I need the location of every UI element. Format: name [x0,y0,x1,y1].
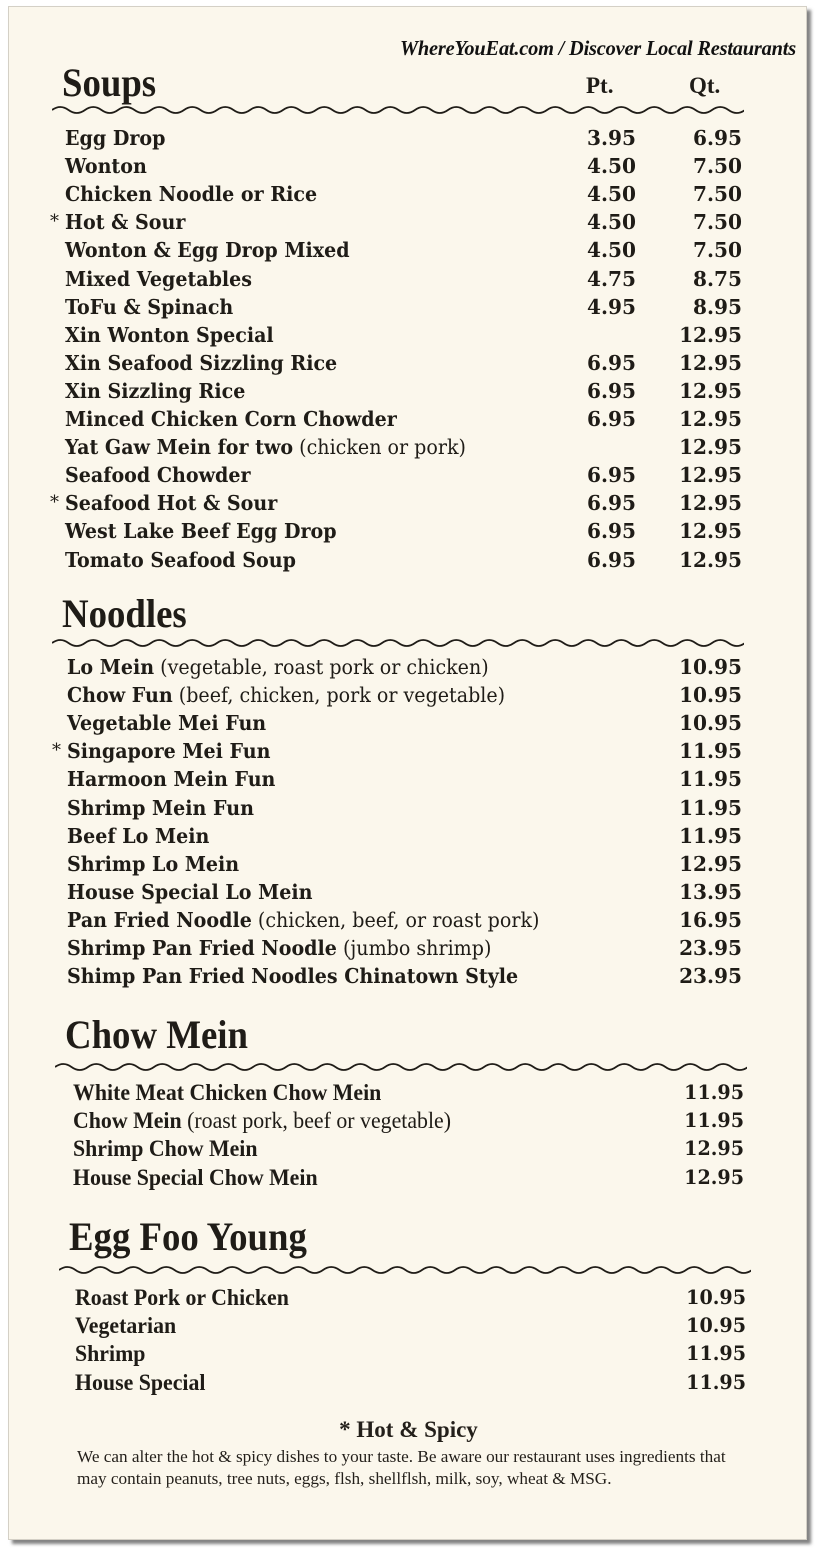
item-name-text: Vegetarian [75,1313,177,1339]
menu-item-row [9,546,806,574]
price-quart: 12.95 [679,491,742,516]
item-name-text: Tomato Seafood Soup [65,547,296,572]
menu-item-row [9,906,806,934]
price: 12.95 [684,1137,744,1161]
price-pint: 4.75 [587,266,636,291]
price: 10.95 [679,683,742,708]
menu-item-name [67,794,254,822]
section-title-noodles: Noodles [62,591,187,636]
item-name-text: House Special Lo Mein [67,879,313,904]
menu-item-name [73,1135,258,1163]
menu-item-row [9,1164,806,1192]
menu-item-row [9,1340,806,1368]
menu-item-row [9,1284,806,1312]
item-name-text: Chow Fun [67,683,173,708]
menu-item-row [9,433,806,461]
price: 12.95 [684,1165,744,1189]
menu-item-note: (roast pork, beef or vegetable) [181,1108,452,1134]
item-name-text: Shrimp Lo Mein [67,851,240,876]
wavy-divider [59,1264,751,1274]
menu-item-row [9,180,806,208]
price-quart: 12.95 [679,519,742,544]
wavy-divider [55,1061,747,1071]
menu-item-name [65,293,233,321]
wavy-divider [52,637,744,647]
item-name-text: Egg Drop [65,126,166,150]
item-name-text: Wonton & Egg Drop Mixed [65,238,350,263]
menu-page [8,6,807,1540]
menu-item-name [65,461,251,489]
menu-item-name [65,349,337,377]
menu-item-row [9,1312,806,1340]
menu-item-row [9,709,806,737]
price-pint: 6.95 [587,407,636,431]
menu-item-name [67,906,539,934]
menu-item-row [9,1079,806,1107]
price: 11.95 [684,1081,744,1104]
menu-item-name [65,546,296,574]
spicy-marker-icon: * [50,492,59,514]
price-pint: 6.95 [587,519,636,544]
menu-item-row [9,321,806,349]
menu-item-row [9,962,806,990]
item-name-text: Shrimp Pan Fried Noodle [67,936,337,960]
item-name-text: Vegetable Mei Fun [67,711,267,736]
item-name-text: Seafood Hot & Sour [65,491,278,516]
menu-item-row [9,850,806,878]
price-pint: 4.50 [587,210,636,235]
menu-item-row [9,489,806,517]
menu-item-name [67,681,505,709]
price: 23.95 [679,964,742,989]
price-quart: 8.75 [693,266,742,291]
menu-item-name [75,1284,289,1312]
price: 11.95 [686,1370,746,1394]
spicy-marker-icon: * [52,740,61,762]
price-pint: 4.95 [587,294,636,319]
menu-item-name [67,934,491,962]
menu-item-row [9,653,806,681]
menu-item-name [65,208,185,236]
menu-item-row [9,293,806,321]
price-quart: 7.50 [693,154,742,179]
site-banner: WhereYouEat.com / Discover Local Restaurants [399,36,796,60]
menu-item-name [73,1107,451,1135]
price-pint: 4.50 [587,182,636,207]
item-name-text: Xin Sizzling Rice [65,378,246,403]
menu-item-name [67,709,266,737]
price-quart: 12.95 [679,378,742,403]
item-name-text: House Special Chow Mein [73,1164,318,1190]
price-quart: 12.95 [679,407,742,431]
menu-item-row [9,349,806,377]
item-name-text: White Meat Chicken Chow Mein [73,1080,382,1105]
menu-item-note: (chicken, beef, or roast pork) [251,907,540,932]
price: 11.95 [679,767,742,792]
item-name-text: Shrimp [75,1341,146,1367]
price: 11.95 [686,1342,746,1366]
menu-item-row [9,208,806,236]
menu-item-name [65,489,277,517]
menu-item-name [65,152,147,180]
price: 13.95 [679,879,742,904]
price-pint: 4.50 [587,154,636,179]
section-title-soups: Soups [62,60,157,105]
menu-item-name [65,124,165,152]
item-name-text: ToFu & Spinach [65,294,234,319]
section-title-egg-foo-young: Egg Foo Young [69,1214,307,1259]
legend-title: * Hot & Spicy [339,1417,478,1442]
menu-item-row [9,765,806,793]
price-pint: 6.95 [587,378,636,403]
menu-item-name [67,765,275,793]
menu-item-name [65,405,397,433]
price-pint: 6.95 [587,491,636,516]
item-name-text: Wonton [65,154,147,179]
column-header-quart: Qt. [689,73,721,98]
item-name-text: Shimp Pan Fried Noodles Chinatown Style [67,964,519,989]
item-name-text: Minced Chicken Corn Chowder [65,407,397,431]
menu-item-row [9,517,806,545]
price-quart: 12.95 [679,322,742,347]
price: 16.95 [679,907,742,932]
menu-item-name [67,653,489,681]
item-name-text: Shrimp Mein Fun [67,795,254,820]
item-name-text: Chow Mein [73,1108,182,1134]
menu-item-row [9,934,806,962]
menu-item-row [9,1135,806,1163]
menu-item-row [9,1369,806,1397]
price: 11.95 [684,1109,744,1133]
item-name-text: Singapore Mei Fun [67,739,271,764]
menu-item-note: (jumbo shrimp) [336,936,492,960]
item-name-text: Lo Mein [67,655,155,679]
menu-item-row [9,124,806,152]
price: 11.95 [679,823,742,848]
section-title-chow-mein: Chow Mein [65,1012,248,1057]
price-pint: 3.95 [587,126,636,150]
item-name-text: Yat Gaw Mein for two [65,435,294,460]
price-pint: 4.50 [587,238,636,263]
column-header-pint: Pt. [586,73,614,98]
item-name-text: Chicken Noodle or Rice [65,182,318,207]
item-name-text: Seafood Chowder [65,463,251,488]
item-name-text: Harmoon Mein Fun [67,767,276,792]
menu-item-row [9,1107,806,1135]
price: 10.95 [679,711,742,736]
price: 10.95 [686,1286,746,1309]
menu-item-name [65,321,274,349]
spicy-marker-icon: * [50,211,59,233]
menu-item-name [75,1340,145,1368]
item-name-text: West Lake Beef Egg Drop [65,519,337,544]
item-name-text: Beef Lo Mein [67,823,210,848]
price-quart: 6.95 [693,126,742,150]
menu-item-name [73,1164,318,1192]
price: 11.95 [679,739,742,764]
price: 10.95 [686,1314,746,1338]
menu-item-name [67,822,209,850]
price-quart: 12.95 [679,435,742,460]
menu-item-row [9,265,806,293]
item-name-text: Shrimp Chow Mein [73,1136,258,1162]
menu-item-note: (chicken or pork) [293,435,466,460]
price-quart: 7.50 [693,238,742,263]
menu-item-name [65,180,317,208]
menu-item-row [9,405,806,433]
price-pint: 6.95 [587,350,636,375]
menu-item-note: (vegetable, roast pork or chicken) [154,655,489,679]
price-pint: 6.95 [587,463,636,488]
menu-item-row [9,794,806,822]
price-quart: 8.95 [693,294,742,319]
menu-item-name [65,265,252,293]
menu-item-row [9,377,806,405]
item-name-text: Mixed Vegetables [65,266,253,291]
item-name-text: Roast Pork or Chicken [75,1285,289,1310]
legend-text: We can alter the hot & spicy dishes to your taste. Be aware our restaurant uses ingredients that may contain peanuts, tree nuts, eggs, flsh, shellflsh, milk, soy, wheat & MSG. [77,1447,726,1488]
menu-item-note: (beef, chicken, pork or vegetable) [172,683,506,708]
menu-item-row [9,152,806,180]
wavy-divider [52,104,744,114]
menu-item-row [9,737,806,765]
menu-item-name [67,878,313,906]
price-quart: 7.50 [693,182,742,207]
price: 10.95 [679,655,742,679]
price: 11.95 [679,795,742,820]
menu-item-row [9,461,806,489]
item-name-text: Pan Fried Noodle [67,907,252,932]
price: 23.95 [679,936,742,960]
price-quart: 12.95 [679,350,742,375]
price-quart: 7.50 [693,210,742,235]
price: 12.95 [679,851,742,876]
menu-item-name [67,737,270,765]
price-pint: 6.95 [587,547,636,572]
menu-item-name [73,1079,381,1107]
price-quart: 12.95 [679,463,742,488]
item-name-text: Xin Wonton Special [65,322,274,347]
item-name-text: Xin Seafood Sizzling Rice [65,350,338,375]
price-quart: 12.95 [679,547,742,572]
menu-item-row [9,236,806,264]
menu-item-name [75,1369,206,1397]
menu-item-name [65,433,466,461]
menu-item-name [65,517,337,545]
menu-item-row [9,822,806,850]
item-name-text: House Special [75,1369,206,1395]
item-name-text: Hot & Sour [65,210,186,235]
menu-item-name [67,850,239,878]
menu-item-name [75,1312,176,1340]
menu-item-row [9,878,806,906]
menu-item-row [9,681,806,709]
menu-item-name [65,377,245,405]
menu-item-name [67,962,518,990]
menu-item-name [65,236,350,264]
